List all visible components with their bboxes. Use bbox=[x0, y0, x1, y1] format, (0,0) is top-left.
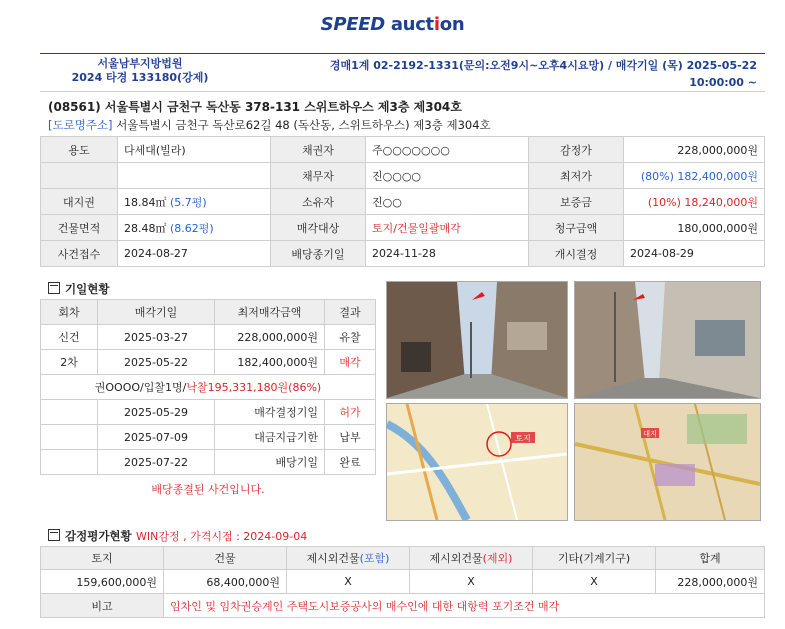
event-result: 허가 bbox=[325, 400, 376, 425]
sale-date: 2025-03-27 bbox=[98, 325, 215, 350]
table-row bbox=[41, 400, 376, 425]
deposit-value: (10%) 18,240,000원 bbox=[624, 189, 765, 215]
sale-info bbox=[330, 57, 757, 91]
cell-label: 채무자 bbox=[271, 163, 366, 189]
map-1-image bbox=[387, 404, 567, 520]
table-row bbox=[41, 425, 376, 450]
extra-building-excluded: X bbox=[410, 570, 533, 594]
evaluation-title: 감정평가현황 bbox=[48, 528, 132, 544]
table-row bbox=[41, 215, 765, 241]
sale-date: 2025-05-22 bbox=[98, 350, 215, 375]
street-photo-1-image bbox=[387, 282, 567, 398]
logo-auction-text: auction bbox=[390, 14, 465, 35]
machinery-value: X bbox=[533, 570, 656, 594]
cell-value: 28.48㎡ (8.62평) bbox=[118, 215, 271, 241]
remark-text: 임차인 및 임차권승계인 주택도시보증공사의 매수인에 대한 대항력 포기조건 매각 bbox=[164, 594, 765, 618]
column-header: 기타(기계기구) bbox=[533, 547, 656, 570]
table-row bbox=[41, 325, 376, 350]
cell-label: 건물면적 bbox=[41, 215, 118, 241]
winner-info: 권OOOO/입찰1명/낙찰195,331,180원(86%) bbox=[41, 375, 376, 400]
header-rule bbox=[40, 53, 765, 54]
winner-row bbox=[41, 375, 376, 400]
cell-label: 개시결정 bbox=[529, 241, 624, 267]
cell-label: 청구금액 bbox=[529, 215, 624, 241]
column-header: 토지 bbox=[41, 547, 164, 570]
table-row bbox=[41, 241, 765, 267]
speed-auction-logo[interactable] bbox=[0, 14, 785, 35]
logo-speed-text: SPEED bbox=[320, 14, 385, 35]
cell-value: 2024-08-29 bbox=[624, 241, 765, 267]
event-label: 매각결정기일 bbox=[215, 400, 325, 425]
cell-label: 채권자 bbox=[271, 137, 366, 163]
cell-value bbox=[118, 163, 271, 189]
cell-value: 18.84㎡ (5.7평) bbox=[118, 189, 271, 215]
cell-label: 소유자 bbox=[271, 189, 366, 215]
cell-label: 최저가 bbox=[529, 163, 624, 189]
cell-value: 진○○○○ bbox=[366, 163, 529, 189]
minimum-price: (80%) 182,400,000원 bbox=[624, 163, 765, 189]
claim-amount: 180,000,000원 bbox=[624, 215, 765, 241]
table-row bbox=[41, 570, 765, 594]
case-number: 2024 타경 133180(강제) bbox=[71, 71, 209, 84]
sale-info-line2: 10:00:00 ~ bbox=[689, 76, 757, 89]
building-value: 68,400,000원 bbox=[164, 570, 287, 594]
street-photo-2-image bbox=[575, 282, 760, 398]
column-header: 제시외건물(제외) bbox=[410, 547, 533, 570]
event-result: 완료 bbox=[325, 450, 376, 475]
sale-info-line1: 경매1계 02-2192-1331(문의:오전9시~오후4시요망) / 매각기일 (목) 2025-05-22 bbox=[329, 59, 757, 72]
court-name: 서울남부지방법원 bbox=[97, 57, 183, 70]
location-map-1[interactable] bbox=[386, 403, 568, 521]
cell-value: 주○○○○○○○ bbox=[366, 137, 529, 163]
column-header: 매각기일 bbox=[98, 300, 215, 325]
column-header: 결과 bbox=[325, 300, 376, 325]
table-row bbox=[41, 137, 765, 163]
land-value: 159,600,000원 bbox=[41, 570, 164, 594]
total-value: 228,000,000원 bbox=[656, 570, 765, 594]
sale-target-value: 토지/건물일괄매각 bbox=[366, 215, 529, 241]
cell-label: 보증금 bbox=[529, 189, 624, 215]
table-header-row bbox=[41, 547, 765, 570]
cell-value: 2024-11-28 bbox=[366, 241, 529, 267]
table-header-row bbox=[41, 300, 376, 325]
cell-label: 대지권 bbox=[41, 189, 118, 215]
event-date: 2025-05-29 bbox=[98, 400, 215, 425]
column-header: 최저매각금액 bbox=[215, 300, 325, 325]
map-marker-label: 대지 bbox=[643, 430, 657, 438]
cell-value: 다세대(빌라) bbox=[118, 137, 271, 163]
lot-address: (08561) 서울특별시 금천구 독산동 378-131 스위트하우스 제3층 제304호 bbox=[48, 100, 462, 114]
cell-label bbox=[41, 163, 118, 189]
event-date: 2025-07-22 bbox=[98, 450, 215, 475]
street-photo-2[interactable] bbox=[574, 281, 761, 399]
appraisal-value: 228,000,000원 bbox=[624, 137, 765, 163]
remark-label: 비고 bbox=[41, 594, 164, 618]
cell-value: 진○○ bbox=[366, 189, 529, 215]
event-label: 대금지급기한 bbox=[215, 425, 325, 450]
extra-building-included: X bbox=[287, 570, 410, 594]
evaluation-table bbox=[40, 546, 765, 618]
round: 신건 bbox=[41, 325, 98, 350]
min-price: 182,400,000원 bbox=[215, 350, 325, 375]
street-photo-1[interactable] bbox=[386, 281, 568, 399]
column-header: 건물 bbox=[164, 547, 287, 570]
table-row bbox=[41, 450, 376, 475]
court-info bbox=[40, 57, 240, 85]
map-2-image bbox=[575, 404, 760, 520]
closed-case-note: 배당종결된 사건입니다. bbox=[151, 483, 265, 496]
divider bbox=[40, 91, 765, 92]
column-header: 합계 bbox=[656, 547, 765, 570]
cell-label: 사건접수 bbox=[41, 241, 118, 267]
evaluation-note[interactable]: WIN감정 , 가격시점 : 2024-09-04 bbox=[136, 530, 308, 543]
table-row bbox=[41, 350, 376, 375]
result: 유찰 bbox=[325, 325, 376, 350]
bid-history-table bbox=[40, 299, 376, 475]
round: 2차 bbox=[41, 350, 98, 375]
table-row bbox=[41, 189, 765, 215]
cell-label: 배당종기일 bbox=[271, 241, 366, 267]
event-result: 납부 bbox=[325, 425, 376, 450]
cell-label: 감정가 bbox=[529, 137, 624, 163]
event-date: 2025-07-09 bbox=[98, 425, 215, 450]
event-label: 배당기일 bbox=[215, 450, 325, 475]
column-header: 제시외건물(포함) bbox=[287, 547, 410, 570]
road-address-label: [도로명주소] bbox=[48, 118, 113, 132]
calendar-icon bbox=[48, 282, 60, 294]
cell-label: 용도 bbox=[41, 137, 118, 163]
min-price: 228,000,000원 bbox=[215, 325, 325, 350]
column-header: 회차 bbox=[41, 300, 98, 325]
cell-label: 매각대상 bbox=[271, 215, 366, 241]
table-row bbox=[41, 163, 765, 189]
road-address-value: 서울특별시 금천구 독산로62길 48 (독산동, 스위트하우스) 제3층 제304호 bbox=[116, 118, 491, 132]
map-marker-label: 토지 bbox=[515, 434, 531, 443]
road-address bbox=[48, 117, 491, 133]
cell-value: 2024-08-27 bbox=[118, 241, 271, 267]
result: 매각 bbox=[325, 350, 376, 375]
edit-icon bbox=[48, 529, 60, 541]
bid-history-title: 기일현황 bbox=[48, 281, 109, 297]
property-table bbox=[40, 136, 765, 267]
location-map-2[interactable] bbox=[574, 403, 761, 521]
table-row bbox=[41, 594, 765, 618]
